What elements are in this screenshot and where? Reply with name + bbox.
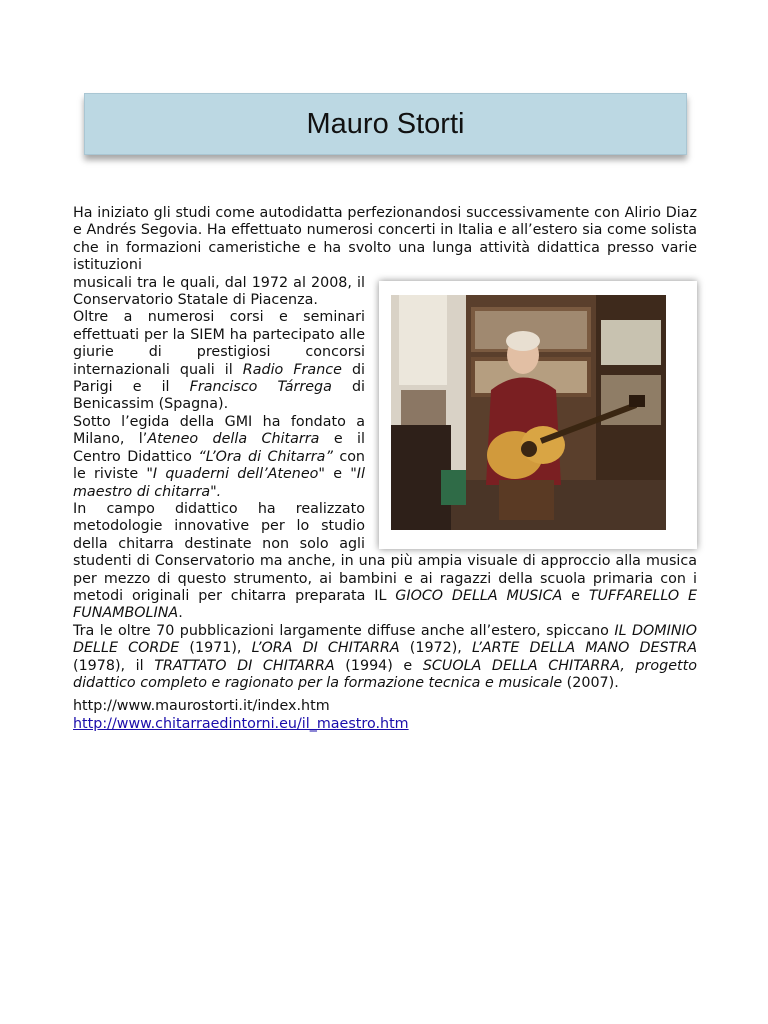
portrait-photo [379,281,697,549]
links-section [73,697,409,733]
text-span: Sotto l’egida della GMI ha fondato a Milano, l’ [73,413,365,448]
text-span: (1994) e [334,657,423,674]
title-banner [84,93,687,155]
institution-name: “L’Ora di Chitarra” [198,448,333,465]
magazine-name: "I quaderni dell’Ateneo" [146,466,325,483]
text-span: e [324,466,351,483]
method-title: TUFFARELLO E FUNAMBOLINA [73,587,697,622]
website-url: http://www.maurostorti.it/index.htm [73,698,330,714]
text-span: (1971), [179,640,252,657]
institution-name: Ateneo della Chitarra [147,431,320,448]
text-span: di Benicassim (Spagna). [73,379,366,413]
text-span: Tra le oltre 70 pubblicazioni largamente diffuse anche all’estero, spiccano [73,622,615,639]
contest-name: Radio France [242,361,342,378]
publication-title: L’ARTE DELLA MANO DESTRA [471,640,698,657]
text-span: (1978), il [73,657,155,674]
text-span: In campo didattico ha realizzato metodologie innovative per lo studio della chitarra destinate non solo agli studenti di Conservatorio ma anche, in una più ampia visuale di approccio alla musica per mezzo di questo strumento, ai bambini e ai ragazzi della scuola primaria con i metodi originali per chitarra preparata IL [73,500,697,604]
text-span: e il Centro Didattico [73,431,365,465]
paragraph-intro: Ha iniziato gli studi come autodidatta perfezionandosi successivamente con Alirio Diaz e Andrés Segovia. Ha effettuato numerosi concerti in Italia e all’estero sia come solista che in formazioni cameristiche e ha svolto una lunga attività didattica presso varie istituzioni [73,205,697,274]
text-span: Oltre a numerosi corsi e seminari effettuati per la SIEM ha partecipato alle giurie di prestigiosi concorsi internazionali quali il [73,309,365,378]
method-title: GIOCO DELLA MUSICA [395,587,563,604]
publication-title: L’ORA DI CHITARRA [251,640,400,657]
chitarraedintorni-link[interactable]: http://www.chitarraedintorni.eu/il_maestro.htm [73,716,409,732]
paragraph-publications [73,623,697,693]
text-span: con le riviste [73,448,365,483]
text-span: . [178,605,183,622]
magazine-name: "Il maestro di chitarra". [73,466,365,500]
guitarist-photo-image [391,295,666,530]
page-title: Mauro Storti [306,108,465,140]
publication-title: SCUOLA DELLA CHITARRA, progetto didattico completo e ragionato per la formazione tecnica e musicale [73,657,698,691]
text-span: (1972), [399,640,472,657]
text-span: e [562,587,589,604]
contest-name: Francisco Tárrega [189,379,332,396]
biography-text [73,205,697,692]
publication-title: TRATTATO DI CHITARRA [154,657,335,674]
text-span: di Parigi e il [73,361,366,396]
paragraph-intro-tail: musicali tra le quali, dal 1972 al 2008, il Conservatorio Statale di Piacenza. [73,274,365,309]
text-span: (2007). [562,674,619,691]
publication-title: IL DOMINIO DELLE CORDE [73,622,697,657]
